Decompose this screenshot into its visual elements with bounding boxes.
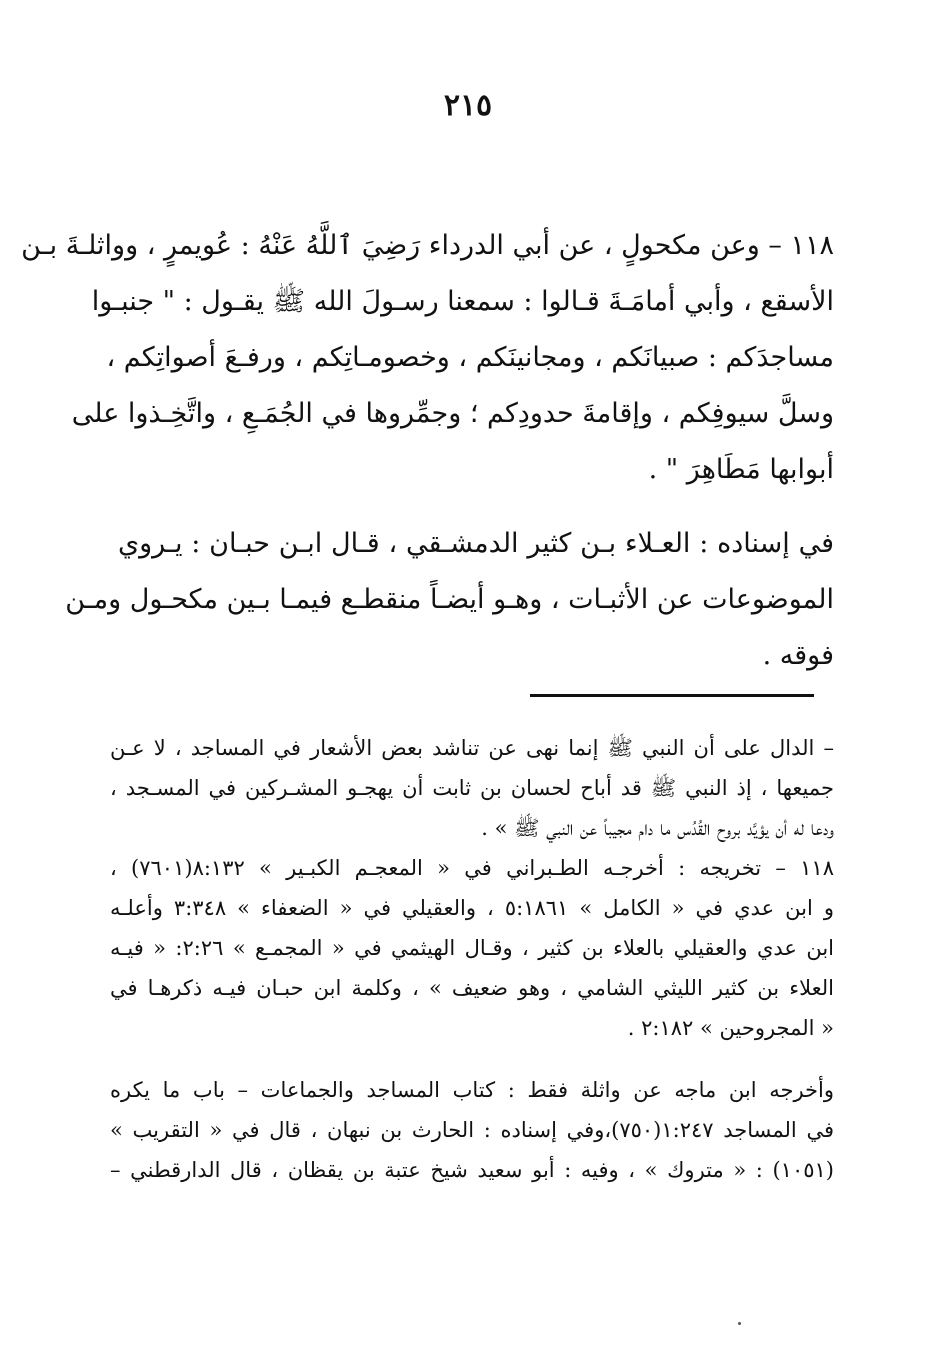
commentary-line: فوقه . xyxy=(762,640,834,671)
footnote-paragraph-2 xyxy=(110,848,834,1048)
main-text xyxy=(21,218,834,684)
footnote-line: جميعها ، إذ النبي ﷺ قد أباح لحسان بن ثابت أن يهجـو المشـركين في المسـجد ، xyxy=(110,776,834,800)
footnote-line: في المساجد ١:٢٤٧(٧٥٠)،وفي إسناده : الحارث بن نبهان ، قال في « التقريب » xyxy=(110,1118,834,1142)
footnote-line: ودعا له أن يؤيَّد بروح القُدُس ما دام مجيباً عن النبي ﷺ » . xyxy=(481,816,834,840)
hadith-line: مساجدَكم : صبيانَكم ، ومجانينَكم ، وخصومـاتِكم ، ورفـعَ أصواتِكم ، xyxy=(106,342,834,373)
footnote-line: (١٠٥١) : « متروك » ، وفيه : أبو سعيد شيخ عتبة بن يقظان ، قال الدارقطني – xyxy=(110,1158,834,1182)
hadith-line: أبوابها مَطَاهِرَ " . xyxy=(648,454,834,485)
footnote-line: ١١٨ – تخريجه : أخرجـه الطـبراني في « المعجـم الكبـير » ٨:١٣٢(٧٦٠١) ، xyxy=(110,856,834,880)
commentary-line: في إسناده : العـلاء بـن كثير الدمشـقي ، قـال ابـن حبـان : يـروي xyxy=(118,528,834,559)
footnote-line: وأخرجه ابن ماجه عن واثلة فقط : كتاب المساجد والجماعات – باب ما يكره xyxy=(110,1078,834,1102)
hadith-line: الأسقع ، وأبي أمامَـةَ قـالوا : سمعنا رسـولَ الله ﷺ يقـول : " جنبـوا xyxy=(91,286,834,317)
footnote-paragraph-1 xyxy=(110,728,834,848)
hadith-line: وسلَّ سيوفِكم ، وإقامةَ حدودِكم ؛ وجمِّروها في الجُمَـعِ ، واتَّخِـذوا على xyxy=(71,398,834,429)
page-number: ٢١٥ xyxy=(443,88,493,123)
commentary-line: الموضوعات عن الأثبـات ، وهـو أيضـاً منقطـع فيمـا بـين مكحـول ومـن xyxy=(65,584,834,615)
scan-speck xyxy=(738,1322,741,1325)
footnote-line: ابن عدي والعقيلي بالعلاء بن كثير ، وقـال الهيثمي في « المجمـع » ٢:٢٦: « فيـه xyxy=(110,936,834,960)
footnote-line: « المجروحين » ٢:١٨٢ . xyxy=(627,1016,834,1040)
footnote-line: و ابن عدي في « الكامل » ٥:١٨٦١ ، والعقيلي في « الضعفاء » ٣:٣٤٨ وأعلـه xyxy=(110,896,834,920)
hadith-paragraph xyxy=(21,218,834,498)
hadith-line: ١١٨ – وعن مكحولٍ ، عن أبي الدرداء رَضِيَ ٱللَّهُ عَنْهُ : عُويمرٍ ، وواثلـةَ بـن xyxy=(21,230,834,261)
footnote-line: العلاء بن كثير الليثي الشامي ، وهو ضعيف » ، وكلمة ابن حبـان فيـه ذكرهـا في xyxy=(110,976,834,1000)
footnote-divider xyxy=(530,694,814,697)
commentary-paragraph xyxy=(65,516,834,684)
footnotes xyxy=(110,728,834,1190)
footnote-line: – الدال على أن النبي ﷺ إنما نهى عن تناشد بعض الأشعار في المساجد ، لا عـن xyxy=(110,736,834,760)
footnote-paragraph-3 xyxy=(110,1070,834,1190)
